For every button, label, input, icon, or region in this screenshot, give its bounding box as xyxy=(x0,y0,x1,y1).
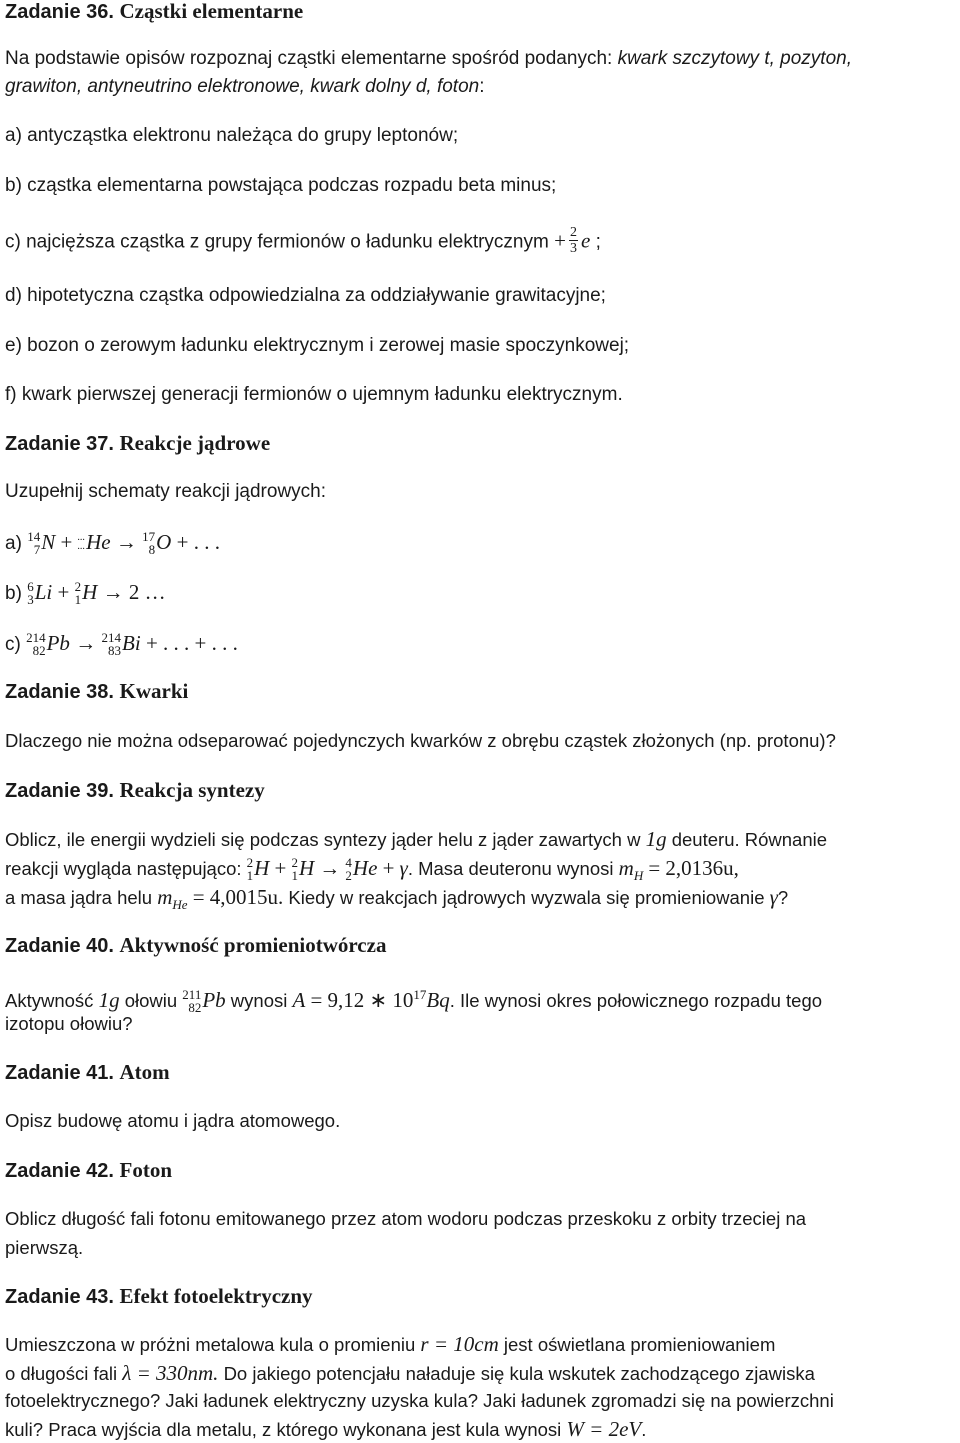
task-43-heading xyxy=(5,1283,313,1310)
math-work-function: W = 2eV xyxy=(566,1417,642,1441)
reaction-label: a) xyxy=(5,533,22,554)
arrow-icon: → xyxy=(102,580,124,604)
task-number: Zadanie 43. xyxy=(5,1286,114,1308)
reaction-label: b) xyxy=(5,583,22,604)
atomic-number: 1 xyxy=(246,868,254,884)
math-value: = 2,0136u, xyxy=(648,856,739,880)
math-value: = 9,12 ∗ 10 xyxy=(310,988,414,1012)
task-number: Zadanie 37. xyxy=(5,433,114,455)
task-number: Zadanie 38. xyxy=(5,681,114,703)
nuclide-deuterium-2 xyxy=(291,855,314,883)
task-43-line-2 xyxy=(5,1360,815,1387)
text-fragment: Oblicz, ile energii wydzieli się podczas syntezy jąder helu z jąder zawartych w xyxy=(5,829,641,850)
mass-number: 2 xyxy=(291,855,298,871)
nuclide-lead-211 xyxy=(182,987,225,1015)
task-36-item-d: d) hipotetyczna cząstka odpowiedzialna za oddziaływanie grawitacyjne; xyxy=(5,285,606,306)
atomic-number: 82 xyxy=(32,643,46,659)
atomic-number: 83 xyxy=(108,643,121,659)
atomic-number: 1 xyxy=(291,868,298,884)
task-title: Cząstki elementarne xyxy=(119,0,304,23)
text-fragment: Kiedy w reakcjach jądrowych wyzwala się promieniowanie xyxy=(288,887,765,908)
task-title: Reakcje jądrowe xyxy=(119,431,271,455)
mass-number: 214 xyxy=(101,630,121,646)
nuclide-deuterium-1 xyxy=(247,855,270,883)
task-36-item-a: a) antycząstka elektronu należąca do grupy leptonów; xyxy=(5,125,459,146)
task-title: Kwarki xyxy=(119,679,189,703)
atomic-number: 3 xyxy=(27,592,34,608)
element-symbol: H xyxy=(254,856,270,880)
task-36-item-c xyxy=(5,227,601,258)
mass-blank: ... xyxy=(77,532,86,544)
task-title: Reakcja syntezy xyxy=(119,778,265,802)
item-c-end: ; xyxy=(590,231,601,253)
element-symbol: He xyxy=(86,530,111,554)
text-fragment: . xyxy=(641,1419,647,1440)
task-41-text: Opisz budowę atomu i jądra atomowego. xyxy=(5,1110,341,1131)
text-fragment: deuteru. Równanie xyxy=(671,829,828,850)
math-unit: Bq xyxy=(426,988,450,1012)
text-fragment: . Masa deuteronu wynosi xyxy=(407,858,614,879)
reaction-b xyxy=(5,579,166,607)
element-symbol: He xyxy=(352,856,378,880)
nuclide-bismuth-214 xyxy=(102,630,141,658)
text-fragment: Umieszczona w próżni metalowa kula o promieniu xyxy=(5,1334,416,1355)
nuclide-helium-unknown xyxy=(78,529,111,555)
element-symbol: H xyxy=(298,856,315,880)
task-title: Aktywność promieniotwórcza xyxy=(119,933,387,957)
task-title: Foton xyxy=(119,1158,172,1182)
text-fragment: o długości fali xyxy=(5,1363,118,1384)
arrow-icon: → xyxy=(115,530,137,554)
mass-number: 214 xyxy=(26,630,46,646)
task-title: Efekt fotoelektryczny xyxy=(119,1284,313,1308)
math-wavelength: λ = 330nm. xyxy=(122,1361,219,1385)
task-number: Zadanie 40. xyxy=(5,935,114,957)
plus-sign: + xyxy=(274,856,287,880)
text-fragment: a masa jądra helu xyxy=(5,887,153,908)
atomic-blank: ... xyxy=(77,541,86,553)
mass-number: 2 xyxy=(246,855,254,871)
gamma-symbol: γ xyxy=(399,856,408,880)
mass-number: 211 xyxy=(182,987,202,1003)
fraction-denominator: 3 xyxy=(569,241,577,256)
atomic-number: 8 xyxy=(148,542,156,558)
task-42-heading xyxy=(5,1157,172,1184)
math-subscript: He xyxy=(172,897,188,912)
item-c-plus: + xyxy=(554,228,566,253)
task-title: Atom xyxy=(119,1060,170,1084)
mass-number: 2 xyxy=(74,579,82,595)
text-fragment: jest oświetlana promieniowaniem xyxy=(503,1334,776,1355)
mass-number: 4 xyxy=(345,855,352,871)
task-36-heading xyxy=(5,0,303,25)
text-fragment: . Ile wynosi okres połowicznego rozpadu tego xyxy=(449,990,823,1011)
nuclide-helium-4 xyxy=(345,855,377,883)
reaction-tail: + . . . xyxy=(176,530,220,554)
text-fragment: kuli? Praca wyjścia dla metalu, z którego wykonana jest kula wynosi xyxy=(5,1419,562,1440)
reaction-label: c) xyxy=(5,634,21,655)
reaction-tail: 2 … xyxy=(128,580,166,604)
text-fragment: reakcji wygląda następująco: xyxy=(5,858,242,879)
math-activity-symbol: A xyxy=(292,988,306,1012)
element-symbol: N xyxy=(41,530,56,554)
fraction-two-thirds xyxy=(569,225,578,256)
task-39-heading xyxy=(5,777,265,804)
fraction-numerator: 2 xyxy=(569,225,577,240)
task-41-heading xyxy=(5,1059,170,1086)
intro-text: Na podstawie opisów rozpoznaj cząstki elementarne spośród podanych: xyxy=(5,48,613,69)
task-38-heading xyxy=(5,678,188,705)
element-symbol: Bi xyxy=(122,631,141,655)
task-number: Zadanie 36. xyxy=(5,1,114,23)
task-37-heading xyxy=(5,430,270,457)
arrow-icon: → xyxy=(319,856,341,880)
text-fragment: wynosi xyxy=(230,990,288,1011)
text-fragment: Aktywność xyxy=(5,990,94,1011)
reaction-tail: + . . . + . . . xyxy=(145,631,238,655)
mass-number: 6 xyxy=(27,579,34,595)
task-42-line-1: Oblicz długość fali fotonu emitowanego przez atom wodoru podczas przeskoku z orbity trzeciej na xyxy=(5,1208,807,1229)
task-number: Zadanie 41. xyxy=(5,1062,114,1084)
nuclide-deuterium xyxy=(75,579,98,607)
text-fragment: ? xyxy=(777,887,789,908)
nuclide-oxygen xyxy=(142,529,171,557)
task-42-line-2: pierwszą. xyxy=(5,1237,84,1258)
atomic-number: 1 xyxy=(74,592,82,608)
math-radius: r = 10cm xyxy=(420,1332,499,1356)
atomic-number: 2 xyxy=(345,868,352,884)
task-43-line-1 xyxy=(5,1331,775,1358)
arrow-icon: → xyxy=(75,631,97,655)
element-symbol: Pb xyxy=(46,631,70,655)
text-fragment: ołowiu xyxy=(124,990,178,1011)
text-fragment: Do jakiego potencjału naładuje się kula wskutek zachodzącego zjawiska xyxy=(223,1363,815,1384)
nuclide-lithium xyxy=(27,579,52,607)
task-43-line-3: fotoelektrycznego? Jaki ładunek elektryczny uzyska kula? Jaki ładunek zgromadzi się na powierzchni xyxy=(5,1390,834,1411)
task-36-item-b: b) cząstka elementarna powstająca podczas rozpadu beta minus; xyxy=(5,175,557,196)
math-subscript: H xyxy=(633,868,644,883)
intro-italic-list-1: kwark szczytowy t, pozyton, xyxy=(617,48,852,69)
intro-italic-list-2: grawiton, antyneutrino elektronowe, kwark dolny d, foton xyxy=(5,76,480,97)
task-40-line-2: izotopu ołowiu? xyxy=(5,1013,133,1034)
math-mass-1g: 1g xyxy=(645,827,667,851)
task-39-line-1 xyxy=(5,826,827,853)
gamma-symbol: γ xyxy=(769,885,778,909)
plus-sign: + xyxy=(382,856,395,880)
mass-number: 14 xyxy=(27,529,41,545)
task-43-line-4 xyxy=(5,1416,646,1443)
task-36-item-f: f) kwark pierwszej generacji fermionów o ujemnym ładunku elektrycznym. xyxy=(5,384,623,405)
atomic-number: 7 xyxy=(33,542,41,558)
task-number: Zadanie 39. xyxy=(5,780,114,802)
task-36-item-e: e) bozon o zerowym ładunku elektrycznym i zerowej masie spoczynkowej; xyxy=(5,335,630,356)
math-m: m xyxy=(157,885,173,909)
item-c-e: e xyxy=(580,228,591,253)
task-40-heading xyxy=(5,932,386,959)
nuclide-nitrogen xyxy=(27,529,55,557)
task-36-intro-line-1 xyxy=(5,46,852,72)
plus-sign: + xyxy=(57,580,70,604)
task-36-intro-line-2 xyxy=(5,74,485,100)
reaction-a xyxy=(5,529,220,557)
math-mass-1g: 1g xyxy=(98,988,120,1012)
element-symbol: Li xyxy=(34,580,53,604)
element-symbol: H xyxy=(82,580,98,604)
plus-sign: + xyxy=(60,530,73,554)
reaction-c xyxy=(5,630,238,658)
task-39-line-3 xyxy=(5,884,788,918)
atomic-number: 82 xyxy=(188,1000,202,1016)
task-38-text: Dlaczego nie można odseparować pojedynczych kwarków z obrębu cząstek złożonych (np. protonu)? xyxy=(5,730,836,751)
task-number: Zadanie 42. xyxy=(5,1160,114,1182)
math-m: m xyxy=(618,856,634,880)
math-value: = 4,0015u. xyxy=(192,885,284,909)
element-symbol: O xyxy=(156,530,172,554)
nuclide-lead-214 xyxy=(26,630,70,658)
intro-end: : xyxy=(479,76,485,97)
math-exponent: 17 xyxy=(413,987,427,1002)
element-symbol: Pb xyxy=(202,988,226,1012)
item-c-text: c) najcięższa cząstka z grupy fermionów o ładunku elektrycznym xyxy=(5,231,549,253)
mass-number: 17 xyxy=(142,529,156,545)
task-37-intro: Uzupełnij schematy reakcji jądrowych: xyxy=(5,481,327,502)
